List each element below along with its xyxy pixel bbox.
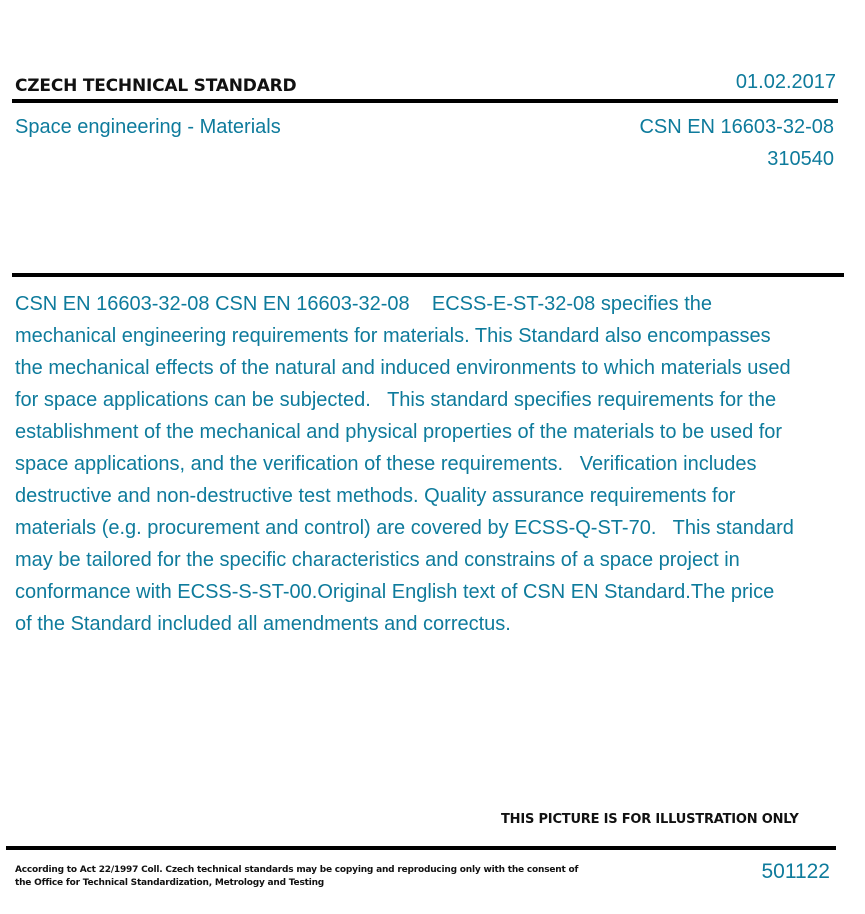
catalog-code: 501122 (761, 860, 830, 883)
standard-number: CSN EN 16603-32-08 (639, 116, 834, 138)
illustration-note: THIS PICTURE IS FOR ILLUSTRATION ONLY (501, 812, 799, 827)
footer-rule (6, 846, 836, 850)
classification-number: 310540 (767, 148, 834, 170)
legal-note: According to Act 22/1997 Coll. Czech technical standards may be copying and reproducing only with the consent of the Office for Technical Standardization, Metrology and Testing (15, 865, 579, 888)
section-rule (12, 273, 844, 277)
standard-abstract: CSN EN 16603-32-08 CSN EN 16603-32-08 ECSS-E-ST-32-08 specifies the mechanical engineering requirements for materials. This Standard also encompasses the mechanical effects of the natural and induced environments to which materials used for space applications can be subjected. This standard specifies requirements for the establishment of the mechanical and physical properties of the materials to be used for space applications, and the verification of these requirements. Verification includes destructive and non-destructive test methods. Quality assurance requirements for materials (e.g. procurement and control) are covered by ECSS-Q-ST-70. This standard may be tailored for the specific characteristics and constrains of a space project in conformance with ECSS-S-ST-00.Original English text of CSN EN Standard.The price of the Standard included all amendments and correctus. (15, 293, 800, 635)
standard-subject: Space engineering - Materials (15, 116, 281, 138)
document-type-heading: CZECH TECHNICAL STANDARD (15, 76, 297, 96)
publication-date: 01.02.2017 (735, 71, 836, 93)
header-rule (12, 99, 838, 103)
